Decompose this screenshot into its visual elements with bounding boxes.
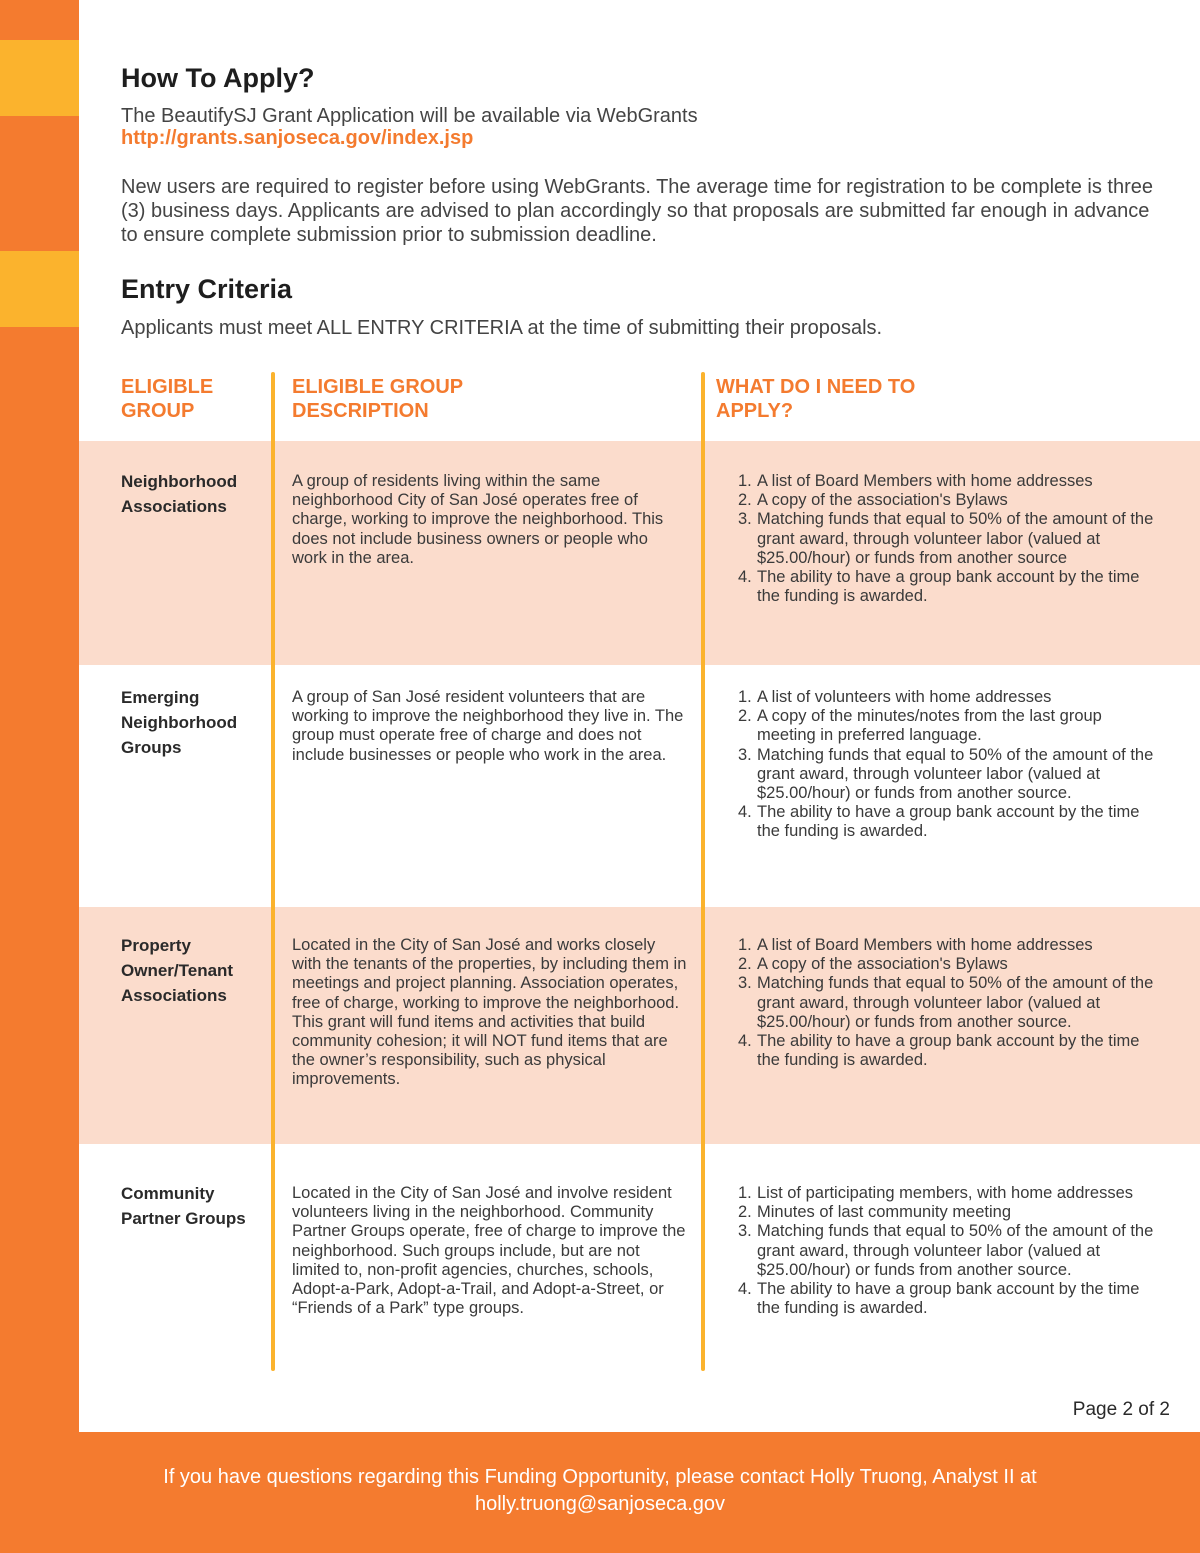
list-item: 3. Matching funds that equal to 50% of the amount of the grant award, through volunteer labor (valued at $25.00/hour) or funds from another source. (738, 1222, 1154, 1279)
page-indicator: Page 2 of 2 (1072, 1399, 1170, 1420)
webgrants-link[interactable]: http://grants.sanjoseca.gov/index.jsp (121, 127, 474, 149)
list-item: 3. Matching funds that equal to 50% of the amount of the grant award, through volunteer labor (valued at $25.00/hour) or funds from another source (738, 510, 1154, 567)
footer-contact-text: If you have questions regarding this Funding Opportunity, please contact Holly Truong, Analyst II at (163, 1466, 1037, 1488)
eligible-group-name: Community Partner Groups (121, 1184, 246, 1228)
eligible-group-name: Property Owner/Tenant Associations (121, 936, 234, 1005)
eligible-group-name: Emerging Neighborhood Groups (121, 688, 238, 757)
list-item: 2. A copy of the association's Bylaws (738, 491, 1008, 510)
entry-criteria-intro: Applicants must meet ALL ENTRY CRITERIA at the time of submitting their proposals. (121, 317, 883, 339)
group-description: Located in the City of San José and involve resident volunteers living in the neighborhood. Community Partner Groups operate, free of charge to improve the neighborhood. Such groups include, but are not limited to, non-profit agencies, churches, schools, Adopt-a-Park, Adopt-a-Trail, and Adopt-a-Street, or “Friends of a Park” type groups. (292, 1184, 686, 1318)
group-description: A group of San José resident volunteers that are working to improve the neighborhood they live in. The group must operate free of charge and does not include businesses or people who work in the area. (292, 688, 684, 764)
column-divider (701, 372, 705, 1371)
requirements-list (738, 688, 1158, 842)
list-item: 4. The ability to have a group bank account by the time the funding is awarded. (738, 803, 1140, 841)
how-to-apply-intro: The BeautifySJ Grant Application will be available via WebGrants (121, 105, 698, 127)
how-to-apply-title: How To Apply? (121, 63, 315, 93)
side-accent-middle (0, 251, 79, 327)
requirements-list (738, 472, 1158, 606)
group-description: A group of residents living within the same neighborhood City of San José operates free of charge, working to improve the neighborhood. This does not include business owners or people who work in the area. (292, 472, 664, 567)
entry-criteria-title: Entry Criteria (121, 274, 293, 304)
group-description: Located in the City of San José and works closely with the tenants of the properties, by including them in meetings and project planning. Association operates, free of charge, working to improve the neighborhood. This grant will fund items and activities that build community cohesion; it will NOT fund items that are the owner’s responsibility, such as physical improvements. (292, 936, 687, 1089)
header-eligible-group: ELIGIBLE GROUP (121, 376, 214, 422)
list-item: 1. A list of Board Members with home addresses (738, 472, 1093, 490)
side-accent-top (0, 40, 79, 116)
list-item: 3. Matching funds that equal to 50% of the amount of the grant award, through volunteer labor (valued at $25.00/hour) or funds from another source. (738, 745, 1154, 803)
list-item: 1. A list of Board Members with home addresses (738, 936, 1093, 954)
list-item: 4. The ability to have a group bank account by the time the funding is awarded. (738, 1280, 1140, 1318)
list-item: 1. List of participating members, with home addresses (738, 1184, 1134, 1202)
footer-contact (60, 1464, 1140, 1518)
header-group-description: ELIGIBLE GROUP DESCRIPTION (292, 376, 463, 422)
list-item: 1. A list of volunteers with home addresses (738, 688, 1052, 706)
column-divider (271, 372, 275, 1371)
list-item: 2. A copy of the association's Bylaws (738, 955, 1008, 974)
requirements-list (738, 1184, 1158, 1318)
eligible-group-name: Neighborhood Associations (121, 472, 238, 516)
list-item: 2. A copy of the minutes/notes from the last group meeting in preferred language. (738, 707, 1102, 745)
list-item: 2. Minutes of last community meeting (738, 1203, 1012, 1222)
requirements-list (738, 936, 1158, 1070)
contact-email-link[interactable]: holly.truong@sanjoseca.gov (474, 1493, 726, 1515)
list-item: 4. The ability to have a group bank account by the time the funding is awarded. (738, 1032, 1140, 1070)
registration-note: New users are required to register before using WebGrants. The average time for registration to be complete is three (3) business days. Applicants are advised to plan accordingly so that proposals are submitted far enough in advance to ensure complete submission prior to submission deadline. (121, 176, 1153, 246)
list-item: 3. Matching funds that equal to 50% of the amount of the grant award, through volunteer labor (valued at $25.00/hour) or funds from another source. (738, 974, 1154, 1031)
side-bar (0, 0, 79, 1553)
list-item: 4. The ability to have a group bank account by the time the funding is awarded. (738, 568, 1140, 606)
header-what-to-apply: WHAT DO I NEED TO APPLY? (716, 376, 916, 422)
